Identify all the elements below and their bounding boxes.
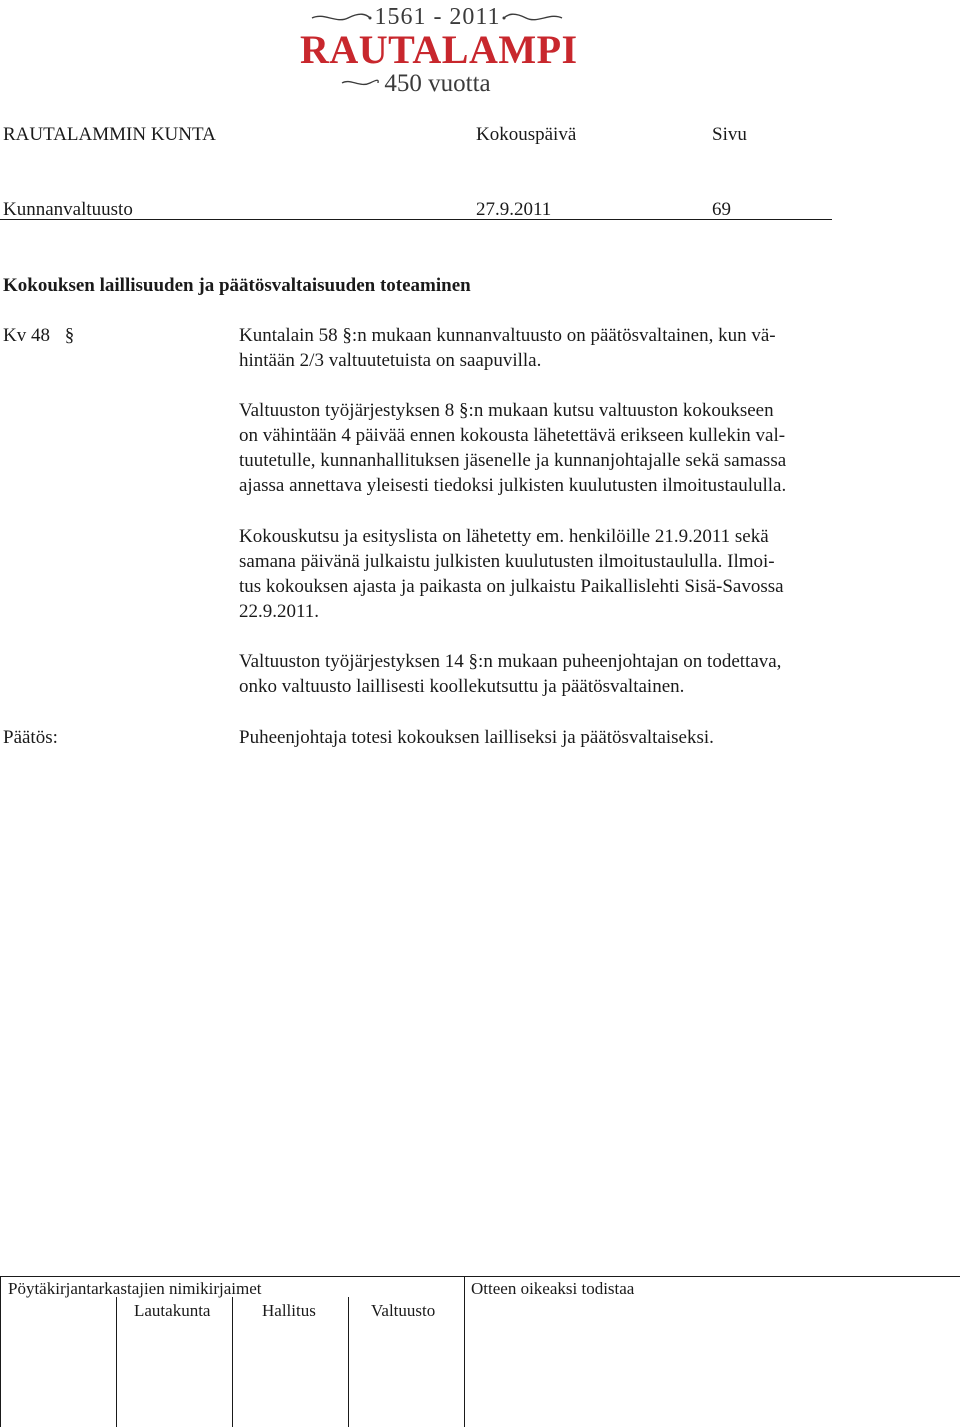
signature-footer: [0, 1276, 960, 1427]
section-title: Kokouksen laillisuuden ja päätösvaltaisuuden toteaminen: [3, 275, 471, 296]
paragraph-invitation-sent: [239, 524, 879, 624]
date-label: Kokouspäivä: [476, 124, 577, 145]
meeting-body: Kunnanvaltuusto: [3, 199, 133, 220]
footer-left-border: [0, 1276, 1, 1427]
footer-col-divider: [116, 1297, 117, 1427]
paragraph-line: on vähintään 4 päivää ennen kokousta lähetettävä erikseen kullekin val-: [239, 425, 786, 446]
footer-middle-border: [464, 1276, 465, 1427]
paragraph-line: Valtuuston työjärjestyksen 14 §:n mukaan puheenjohtajan on todettava,: [239, 651, 782, 672]
right-swirl-ornament: [502, 10, 564, 26]
paragraph-line: Kokouskutsu ja esityslista on lähetetty em. henkilöille 21.9.2011 sekä: [239, 526, 769, 547]
paragraph-quorum-rule: [239, 323, 879, 373]
paragraph-line: tuutetulle, kunnanhallituksen jäsenelle ja kunnanjohtajalle sekä samassa: [239, 450, 787, 471]
rautalampi-450-logo: [300, 2, 578, 98]
signatures-label: Pöytäkirjantarkastajien nimikirjaimet: [8, 1279, 262, 1298]
logo-anniversary: 450 vuotta: [384, 70, 491, 97]
paragraph-line: hintään 2/3 valtuutetuista on saapuvilla.: [239, 350, 542, 371]
paragraph-line: ajassa annettava yleisesti tiedoksi julkisten kuulutusten ilmoitustaululla.: [239, 475, 787, 496]
paragraph-line: 22.9.2011.: [239, 601, 320, 622]
paragraph-line: tus kokouksen ajasta ja paikasta on julkaistu Paikallislehti Sisä-Savossa: [239, 576, 784, 597]
decision-text: Puheenjohtaja totesi kokouksen lailliseksi ja päätösvaltaiseksi.: [239, 727, 714, 748]
footer-col-divider: [232, 1297, 233, 1427]
page-label: Sivu: [712, 124, 747, 145]
logo-years: 1561 - 2011: [374, 4, 501, 30]
decision-label: Päätös:: [3, 727, 58, 748]
section-number-text: Kv 48: [3, 325, 50, 346]
organization-name: RAUTALAMMIN KUNTA: [3, 124, 216, 145]
section-number: [3, 323, 74, 348]
paragraph-invitation-rule: [239, 398, 879, 498]
paragraph-chair-duty: [239, 649, 879, 699]
signature-col-council: Valtuusto: [371, 1301, 436, 1320]
logo-name: RAUTALAMPI: [300, 27, 578, 72]
paragraph-line: Valtuuston työjärjestyksen 8 §:n mukaan kutsu valtuuston kokoukseen: [239, 400, 774, 421]
certify-label: Otteen oikeaksi todistaa: [471, 1279, 635, 1298]
paragraph-line: samana päivänä julkaistu julkisten kuulutusten ilmoitustaululla. Ilmoi-: [239, 551, 775, 572]
signature-col-board: Lautakunta: [134, 1301, 211, 1320]
paragraph-line: Kuntalain 58 §:n mukaan kunnanvaltuusto on päätösvaltainen, kun vä-: [239, 325, 776, 346]
footer-top-rule: [0, 1276, 960, 1277]
paragraph-line: onko valtuusto laillisesti koollekutsuttu ja päätösvaltainen.: [239, 676, 685, 697]
section-symbol: §: [64, 325, 75, 346]
meeting-date: 27.9.2011: [476, 199, 552, 220]
footer-col-divider: [348, 1297, 349, 1427]
signature-col-government: Hallitus: [262, 1301, 316, 1320]
page-number: 69: [712, 199, 731, 220]
